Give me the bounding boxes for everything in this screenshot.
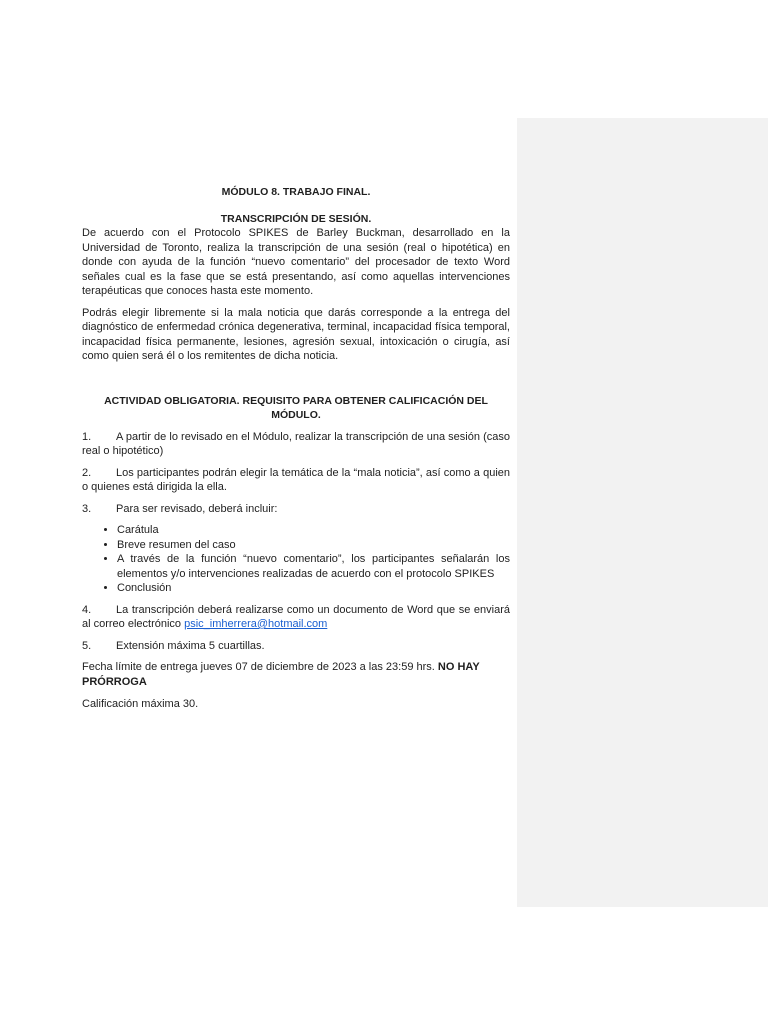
document-page	[82, 185, 510, 712]
comment-pane	[517, 118, 768, 907]
document-title: MÓDULO 8. TRABAJO FINAL.	[221, 186, 371, 198]
list-item	[82, 466, 510, 495]
list-item	[82, 502, 510, 517]
item-number: 5.	[82, 639, 92, 652]
bullet-item: • Carátula	[117, 523, 510, 538]
bullet-item: • Conclusión	[117, 581, 510, 596]
item-text: Para ser revisado, deberá incluir:	[116, 502, 278, 515]
item-text: A partir de lo revisado en el Módulo, realizar la transcripción de una sesión (caso real o hipotético)	[82, 430, 510, 457]
deadline-text	[82, 660, 510, 689]
document-subtitle: TRANSCRIPCIÓN DE SESIÓN.	[220, 212, 372, 225]
bullet-item: • Breve resumen del caso	[117, 538, 510, 553]
item-number: 1.	[82, 430, 92, 443]
deadline-emphasis: NO HAY PRÓRROGA	[82, 661, 480, 688]
item-number: 4.	[82, 603, 92, 616]
email-link[interactable]: psic_imherrera@hotmail.com	[184, 618, 328, 630]
bullet-item: • A través de la función “nuevo comentario”, los participantes señalarán los elementos y/o intervenciones realizadas de acuerdo con el protocolo SPIKES	[117, 552, 510, 581]
item-text: La transcripción deberá realizarse como un documento de Word que se enviará al correo electrónico	[82, 603, 510, 630]
list-item	[82, 639, 510, 654]
deadline-date: Fecha límite de entrega jueves 07 de diciembre de 2023 a las 23:59 hrs.	[82, 661, 438, 673]
intro-paragraph-2: Podrás elegir libremente si la mala noticia que darás corresponde a la entrega del diagnóstico de enfermedad crónica degenerativa, terminal, incapacidad física temporal, incapacidad física permanente, lesiones, agresión sexual, intoxicación o cirugía, así como quien será él o los remitentes de dicha noticia.	[82, 306, 510, 362]
max-grade-text: Calificación máxima 30.	[82, 698, 199, 710]
item-number: 2.	[82, 466, 92, 479]
list-item	[82, 430, 510, 459]
intro-paragraph: De acuerdo con el Protocolo SPIKES de Barley Buckman, desarrollado en la Universidad de Toronto, realiza la transcripción de una sesión (real o hipotética) en donde con ayuda de la función “nuevo comentario” del procesador de texto Word señales cual es la fase que se está presentando, así como aquellas intervenciones terapéuticas que conoces hasta este momento.	[82, 227, 510, 297]
requirements-list	[82, 523, 510, 596]
item-text: Extensión máxima 5 cuartillas.	[116, 639, 265, 652]
activity-heading: ACTIVIDAD OBLIGATORIA. REQUISITO PARA OBTENER CALIFICACIÓN DEL MÓDULO.	[104, 394, 488, 421]
item-number: 3.	[82, 502, 92, 515]
list-item	[82, 603, 510, 632]
item-text: Los participantes podrán elegir la temática de la “mala noticia”, así como a quien o quienes está dirigida la ella.	[82, 466, 510, 493]
